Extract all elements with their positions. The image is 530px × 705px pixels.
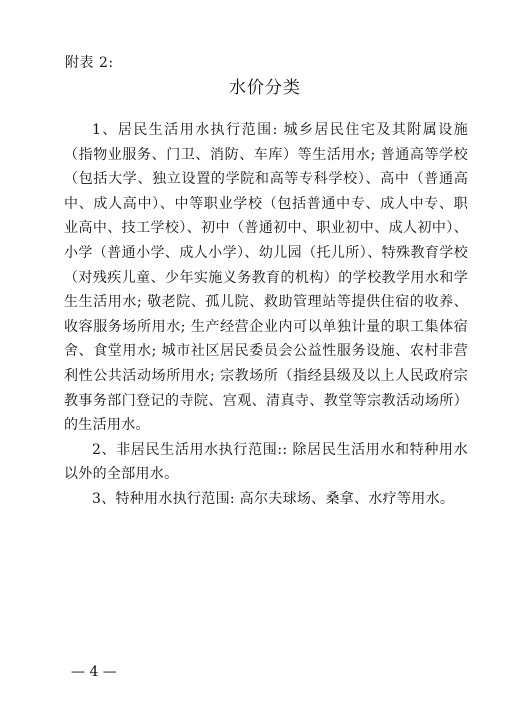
paragraph-special-water: 3、特种用水执行范围: 高尔夫球场、桑拿、水疗等用水。 xyxy=(92,490,455,507)
paragraph-residential-water: 1、居民生活用水执行范围: 城乡居民住宅及其附属设施（指物业服务、门卫、消防、车库）等生活用水; 普通高等学校（包括大学、独立设置的学院和高等专科学校）、高中（普通高中、成人高中）、中等职业学校（包括普通中专、成人中专、职业高中、技工学校）、初中（普通初中、职业初中、成人初中）、小学（普通小学、成人小学）、幼儿园（托儿所）、特殊教育学校（对残疾儿童、少年实施义务教育的机构）的学校教学用水和学生生活用水; 敬老院、孤儿院、救助管理站等提供住宿的收养、收容服务场所用水; 生产经营企业内可以单独计量的职工集体宿舍、食堂用水; 城市社区居民委员会公益性服务设施、农村非营利性公共活动场所用水; 宗教场所（指经县级及以上人民政府宗教事务部门登记的寺院、宫观、清真寺、教堂等宗教活动场所）的生活用水。 xyxy=(64,122,468,434)
document-title: 水价分类 xyxy=(229,78,301,98)
attachment-label: 附表 2: xyxy=(65,55,114,71)
page-number: — 4 — xyxy=(71,664,117,680)
document-body xyxy=(64,118,468,512)
paragraph-non-residential-water: 2、非居民生活用水执行范围:: 除居民生活用水和特种用水以外的全部用水。 xyxy=(64,441,468,483)
